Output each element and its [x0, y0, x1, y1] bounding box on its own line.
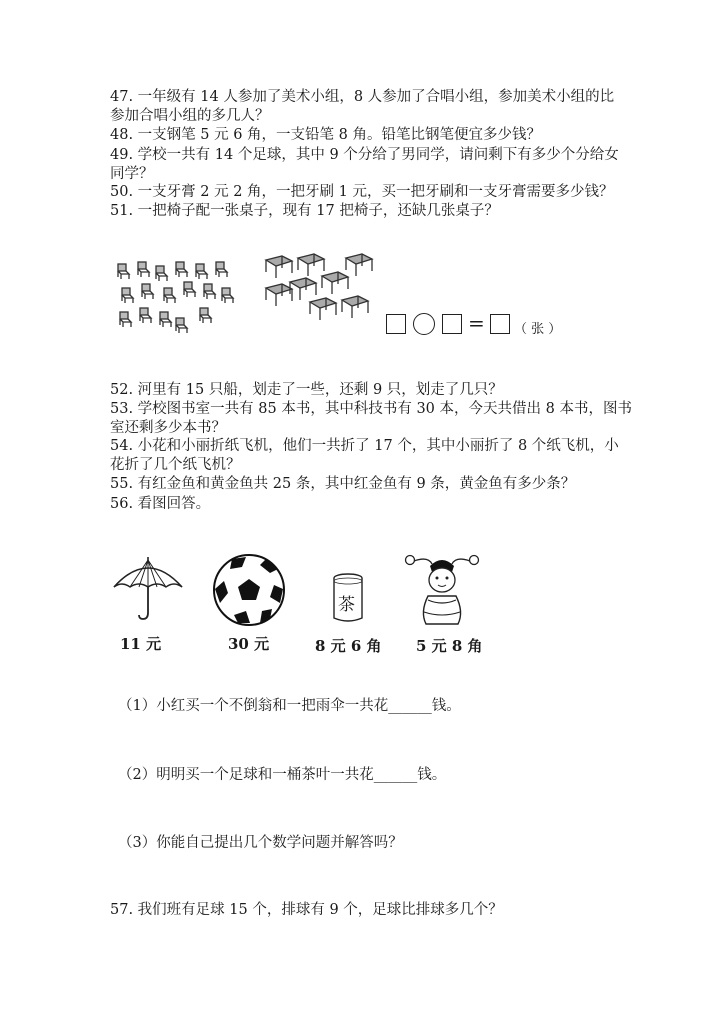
q47-line1: 47. 一年级有 14 人参加了美术小组，8 人参加了合唱小组，参加美术小组的比	[110, 89, 615, 105]
q47-line2: 参加合唱小组的多几人？	[110, 108, 270, 124]
q48: 48. 一支钢笔 5 元 6 角，一支铅笔 8 角。铅笔比钢笔便宜多少钱？	[110, 127, 541, 143]
umbrella-icon	[112, 555, 184, 625]
q49-line2: 同学？	[110, 166, 154, 182]
q52: 52. 河里有 15 只船，划走了一些，还剩 9 只，划走了几只？	[110, 382, 503, 398]
equation-box-2[interactable]	[442, 314, 462, 334]
tumbler-doll-icon	[402, 552, 482, 628]
chairs-illustration	[112, 258, 240, 338]
q56: 56. 看图回答。	[110, 496, 211, 512]
desks-illustration	[262, 250, 382, 330]
q54-line1: 54. 小花和小丽折纸飞机，他们一共折了 17 个，其中小丽折了 8 个纸飞机，小	[110, 438, 619, 454]
tea-can-label: 茶	[338, 595, 355, 615]
soccer-ball-price: 30 元	[228, 635, 270, 653]
equation-operator-circle[interactable]	[413, 313, 435, 335]
q49-line1: 49. 学校一共有 14 个足球，其中 9 个分给了男同学，请问剩下有多少个分给女	[110, 147, 619, 163]
equation-box-1[interactable]	[386, 314, 406, 334]
subquestion-1: （1）小红买一个不倒翁和一把雨伞一共花______钱。	[118, 698, 461, 714]
unit-label: （ 张 ）	[514, 322, 562, 337]
q53-line1: 53. 学校图书室一共有 85 本书，其中科技书有 30 本，今天共借出 8 本书，图书	[110, 401, 632, 417]
equals-sign: =	[468, 311, 485, 335]
desk-icon	[266, 254, 372, 320]
q54-line2: 花折了几个纸飞机？	[110, 457, 241, 473]
equation-box-3[interactable]	[490, 314, 510, 334]
q55: 55. 有红金鱼和黄金鱼共 25 条，其中红金鱼有 9 条，黄金鱼有多少条？	[110, 476, 576, 492]
chair-icon	[118, 262, 233, 333]
subquestion-2: （2）明明买一个足球和一桶茶叶一共花______钱。	[118, 767, 447, 783]
subquestion-3: （3）你能自己提出几个数学问题并解答吗？	[118, 835, 403, 851]
q53-line2: 室还剩多少本书？	[110, 420, 226, 436]
tea-can-price: 8 元 6 角	[315, 637, 382, 655]
q51: 51. 一把椅子配一张桌子，现有 17 把椅子，还缺几张桌子？	[110, 203, 499, 219]
q57: 57. 我们班有足球 15 个，排球有 9 个，足球比排球多几个？	[110, 902, 503, 918]
umbrella-price: 11 元	[120, 635, 162, 653]
tumbler-doll-price: 5 元 8 角	[416, 637, 483, 655]
q50: 50. 一支牙膏 2 元 2 角，一把牙刷 1 元，买一把牙刷和一支牙膏需要多少钱？	[110, 184, 614, 200]
soccer-ball-icon	[212, 553, 286, 627]
